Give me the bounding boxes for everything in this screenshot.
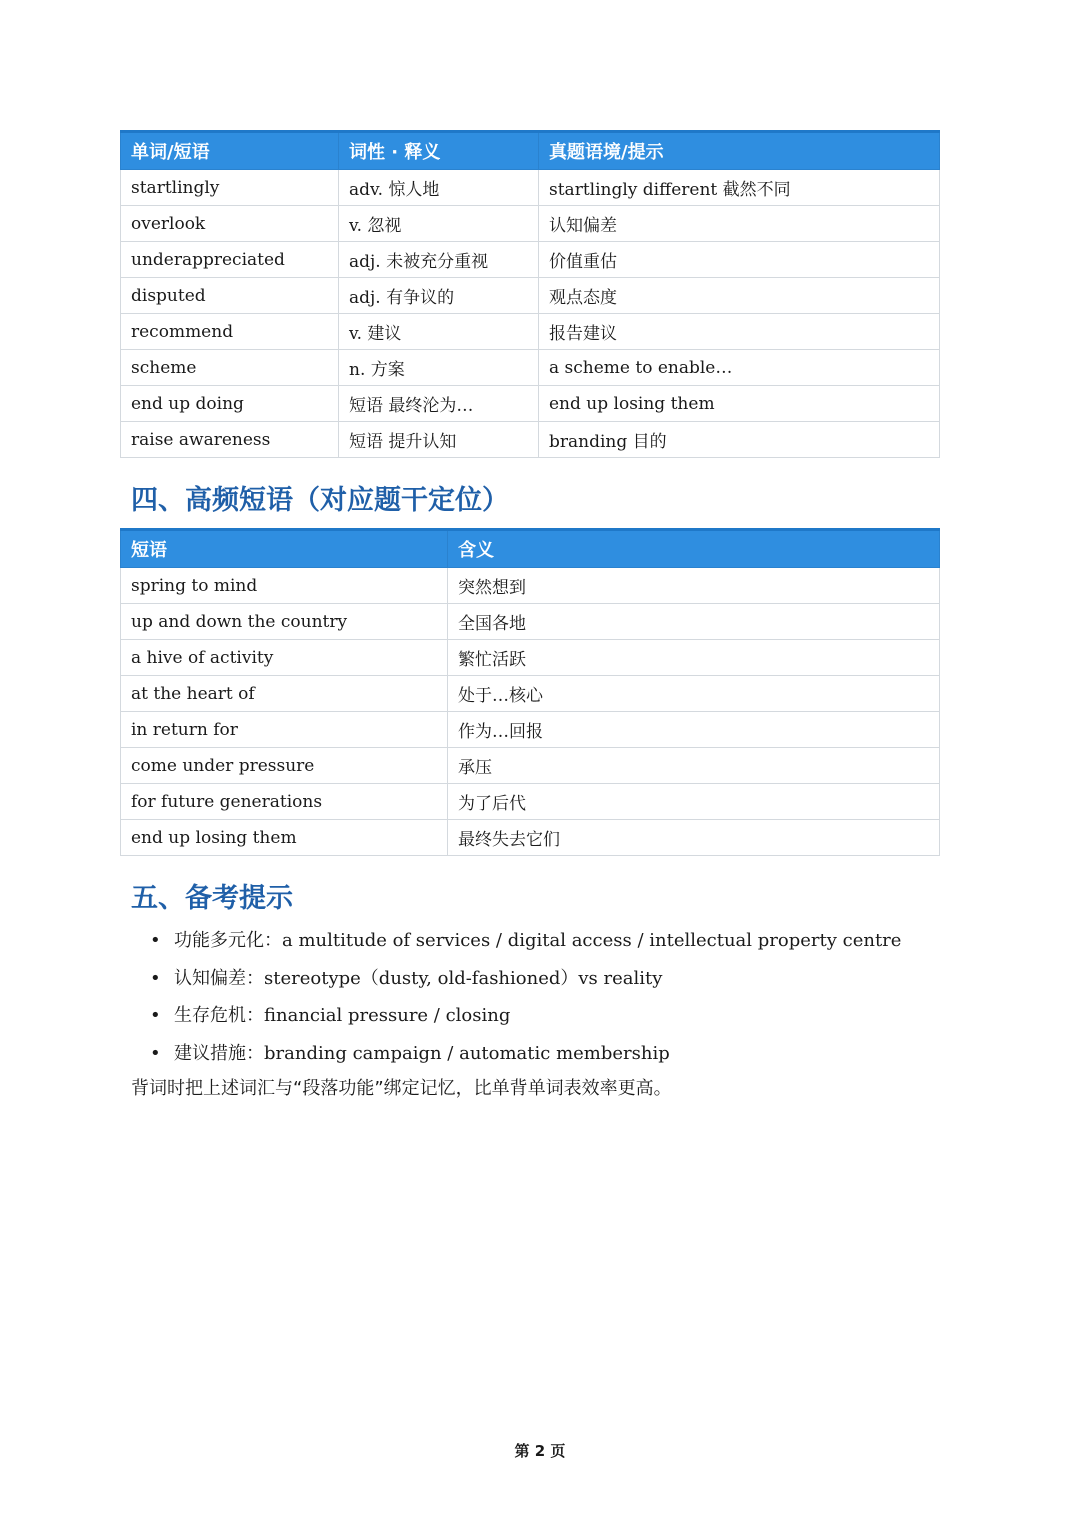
table-row bbox=[121, 170, 940, 206]
table-row bbox=[121, 640, 940, 676]
table-row bbox=[121, 206, 940, 242]
list-item bbox=[150, 997, 901, 1035]
phrase-cell: for future generations bbox=[121, 784, 448, 820]
study-advice-note: 背词时把上述词汇与“段落功能”绑定记忆，比单背单词表效率更高。 bbox=[131, 1078, 672, 1099]
table-row bbox=[121, 350, 940, 386]
tip-text: a multitude of services / digital access / intellectual property centre bbox=[282, 930, 902, 951]
context-cell: 报告建议 bbox=[539, 314, 940, 350]
column-header-word: 单词/短语 bbox=[121, 132, 339, 170]
phrase-meaning-cell: 为了后代 bbox=[448, 784, 940, 820]
bullet-icon: • bbox=[150, 1005, 161, 1026]
context-cell: 观点态度 bbox=[539, 278, 940, 314]
meaning-cell: 短语 最终沦为… bbox=[339, 386, 539, 422]
phrase-meaning-cell: 处于…核心 bbox=[448, 676, 940, 712]
tip-text: branding campaign / automatic membership bbox=[264, 1042, 670, 1064]
table-row bbox=[121, 748, 940, 784]
phrase-cell: up and down the country bbox=[121, 604, 448, 640]
context-cell: end up losing them bbox=[539, 386, 940, 422]
word-cell: recommend bbox=[121, 314, 339, 350]
bullet-icon: • bbox=[150, 930, 161, 951]
table-row bbox=[121, 242, 940, 278]
phrase-meaning-cell: 作为…回报 bbox=[448, 712, 940, 748]
context-cell: branding 目的 bbox=[539, 422, 940, 458]
meaning-cell: v. 忽视 bbox=[339, 206, 539, 242]
tip-label: 建议措施： bbox=[174, 1042, 264, 1064]
phrase-table bbox=[120, 528, 940, 856]
section-heading-high-frequency-phrases: 四、高频短语（对应题干定位） bbox=[131, 485, 509, 516]
section-heading-exam-tips: 五、备考提示 bbox=[131, 883, 293, 914]
phrase-cell: in return for bbox=[121, 712, 448, 748]
phrase-cell: spring to mind bbox=[121, 568, 448, 604]
table-row bbox=[121, 784, 940, 820]
phrase-meaning-cell: 最终失去它们 bbox=[448, 820, 940, 856]
tip-label: 认知偏差： bbox=[174, 967, 264, 989]
meaning-cell: adj. 未被充分重视 bbox=[339, 242, 539, 278]
list-item bbox=[150, 1035, 901, 1073]
bullet-icon: • bbox=[150, 967, 161, 989]
table-row bbox=[121, 314, 940, 350]
vocabulary-table-header-row bbox=[121, 132, 940, 170]
tip-text: financial pressure / closing bbox=[264, 1005, 511, 1026]
meaning-cell: adj. 有争议的 bbox=[339, 278, 539, 314]
tip-text: stereotype（dusty, old-fashioned）vs reality bbox=[264, 967, 663, 989]
tip-label: 生存危机： bbox=[174, 1005, 264, 1026]
table-row bbox=[121, 568, 940, 604]
meaning-cell: n. 方案 bbox=[339, 350, 539, 386]
phrase-cell: a hive of activity bbox=[121, 640, 448, 676]
phrase-cell: at the heart of bbox=[121, 676, 448, 712]
column-header-pos-meaning: 词性 · 释义 bbox=[339, 132, 539, 170]
table-row bbox=[121, 278, 940, 314]
column-header-context: 真题语境/提示 bbox=[539, 132, 940, 170]
context-cell: 认知偏差 bbox=[539, 206, 940, 242]
exam-tips-list bbox=[150, 922, 901, 1072]
list-item bbox=[150, 922, 901, 960]
word-cell: underappreciated bbox=[121, 242, 339, 278]
phrase-cell: end up losing them bbox=[121, 820, 448, 856]
table-row bbox=[121, 604, 940, 640]
list-item bbox=[150, 960, 901, 998]
table-row bbox=[121, 422, 940, 458]
phrase-table-header-row bbox=[121, 530, 940, 568]
meaning-cell: adv. 惊人地 bbox=[339, 170, 539, 206]
column-header-meaning: 含义 bbox=[448, 530, 940, 568]
tip-label: 功能多元化： bbox=[174, 930, 282, 951]
context-cell: 价值重估 bbox=[539, 242, 940, 278]
page-number: 第 2 页 bbox=[514, 1442, 566, 1460]
phrase-meaning-cell: 突然想到 bbox=[448, 568, 940, 604]
table-row bbox=[121, 820, 940, 856]
word-cell: overlook bbox=[121, 206, 339, 242]
phrase-meaning-cell: 全国各地 bbox=[448, 604, 940, 640]
word-cell: end up doing bbox=[121, 386, 339, 422]
meaning-cell: v. 建议 bbox=[339, 314, 539, 350]
context-cell: a scheme to enable… bbox=[539, 350, 940, 386]
phrase-meaning-cell: 繁忙活跃 bbox=[448, 640, 940, 676]
word-cell: startlingly bbox=[121, 170, 339, 206]
word-cell: disputed bbox=[121, 278, 339, 314]
phrase-meaning-cell: 承压 bbox=[448, 748, 940, 784]
column-header-phrase: 短语 bbox=[121, 530, 448, 568]
word-cell: raise awareness bbox=[121, 422, 339, 458]
word-cell: scheme bbox=[121, 350, 339, 386]
vocabulary-table bbox=[120, 130, 940, 458]
phrase-cell: come under pressure bbox=[121, 748, 448, 784]
meaning-cell: 短语 提升认知 bbox=[339, 422, 539, 458]
bullet-icon: • bbox=[150, 1042, 161, 1064]
context-cell: startlingly different 截然不同 bbox=[539, 170, 940, 206]
table-row bbox=[121, 712, 940, 748]
table-row bbox=[121, 386, 940, 422]
table-row bbox=[121, 676, 940, 712]
